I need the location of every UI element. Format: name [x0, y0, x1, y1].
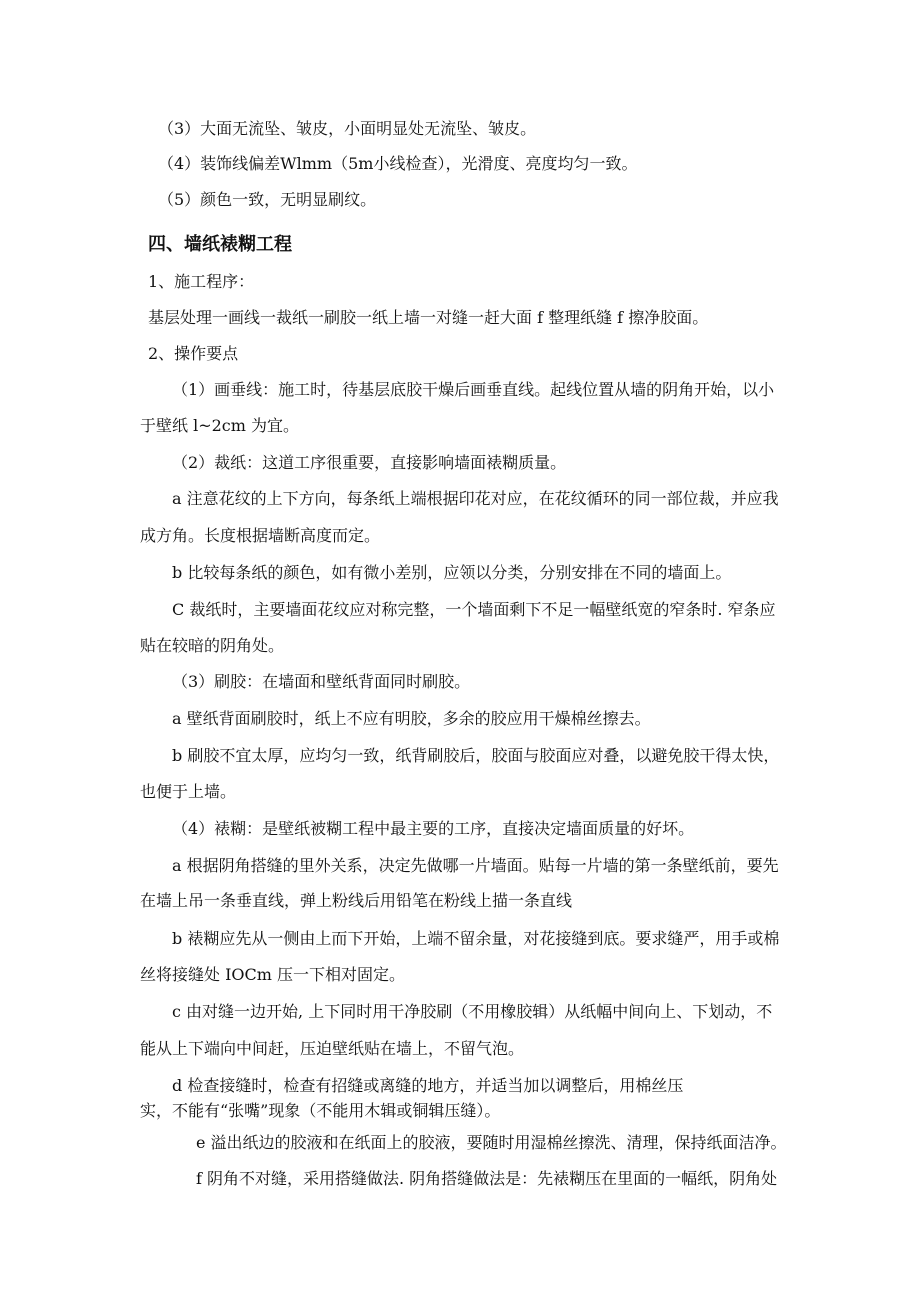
text-line: （1）画垂线：施工时，待基层底胶干燥后画垂直线。起线位置从墙的阴角开始，以小 [172, 380, 775, 399]
text-line: （4）装饰线偏差Wlmm（5m小线检查），光滑度、亮度均匀一致。 [158, 154, 638, 173]
text-line: a 根据阴角搭缝的里外关系，决定先做哪一片墙面。贴每一片墙的第一条壁纸前，要先 [172, 856, 779, 875]
text-line: 在墙上吊一条垂直线，弹上粉线后用铅笔在粉线上描一条直线 [140, 891, 573, 910]
text-line: （2）裁纸：这道工序很重要，直接影响墙面裱糊质量。 [172, 453, 567, 472]
text-line: a 注意花纹的上下方向，每条纸上端根据印花对应，在花纹循环的同一部位裁，并应我 [172, 489, 779, 508]
text-line: a 壁纸背面刷胶时，纸上不应有明胶，多余的胶应用干燥棉丝擦去。 [172, 709, 651, 728]
text-line: 贴在较暗的阴角处。 [140, 636, 285, 655]
text-line: c 由对缝一边开始, 上下同时用干净胶刷（不用橡胶辑）从纸幅中间向上、下划动，不 [172, 1002, 773, 1021]
text-line: 成方角。长度根据墙断高度而定。 [140, 526, 381, 545]
text-line: （4）裱糊：是壁纸被糊工程中最主要的工序，直接决定墙面质量的好坏。 [172, 819, 695, 838]
text-line: （5）颜色一致，无明显刷纹。 [158, 190, 377, 209]
text-line: b 刷胶不宜太厚，应均匀一致，纸背刷胶后，胶面与胶面应对叠，以避免胶干得太快， [172, 746, 780, 765]
text-line: 也便于上墙。 [140, 782, 237, 801]
text-line: 丝将接缝处 IOCm 压一下相对固定。 [140, 965, 406, 984]
text-line: 1、施工程序： [148, 272, 255, 291]
text-line: f 阴角不对缝，采用搭缝做法. 阴角搭缝做法是：先裱糊压在里面的一幅纸，阴角处 [196, 1169, 778, 1188]
text-line: （3）大面无流坠、皱皮，小面明显处无流坠、皱皮。 [158, 119, 537, 138]
text-line: 2、操作要点 [148, 344, 239, 363]
text-line: d 检查接缝时，检查有招缝或离缝的地方，并适当加以调整后，用棉丝压 [172, 1076, 684, 1095]
text-line: C 裁纸时，主要墙面花纹应对称完整，一个墙面剩下不足一幅壁纸宽的窄条时. 窄条应 [172, 600, 776, 619]
text-line: 能从上下端向中间赶，压迫壁纸贴在墙上，不留气泡。 [140, 1039, 525, 1058]
text-line: e 溢出纸边的胶液和在纸面上的胶液，要随时用湿棉丝擦洗、清理，保持纸面洁净。 [196, 1133, 787, 1152]
section-heading: 四、墙纸裱糊工程 [148, 234, 292, 255]
text-line: （3）刷胶：在墙面和壁纸背面同时刷胶。 [172, 672, 471, 691]
text-line: 于壁纸 l~2cm 为宜。 [140, 416, 300, 435]
text-line: 基层处理一画线一裁纸一刷胶一纸上墙一对缝一赶大面 f 整理纸缝 f 擦净胶面。 [148, 308, 709, 327]
text-line: b 比较每条纸的颜色，如有微小差别，应领以分类，分别安排在不同的墙面上。 [172, 563, 732, 582]
text-line: b 裱糊应先从一侧由上而下开始，上端不留余量，对花接缝到底。要求缝严，用手或棉 [172, 929, 780, 948]
text-line: 实，不能有“张嘴”现象（不能用木辑或铜辑压缝）。 [140, 1101, 501, 1120]
